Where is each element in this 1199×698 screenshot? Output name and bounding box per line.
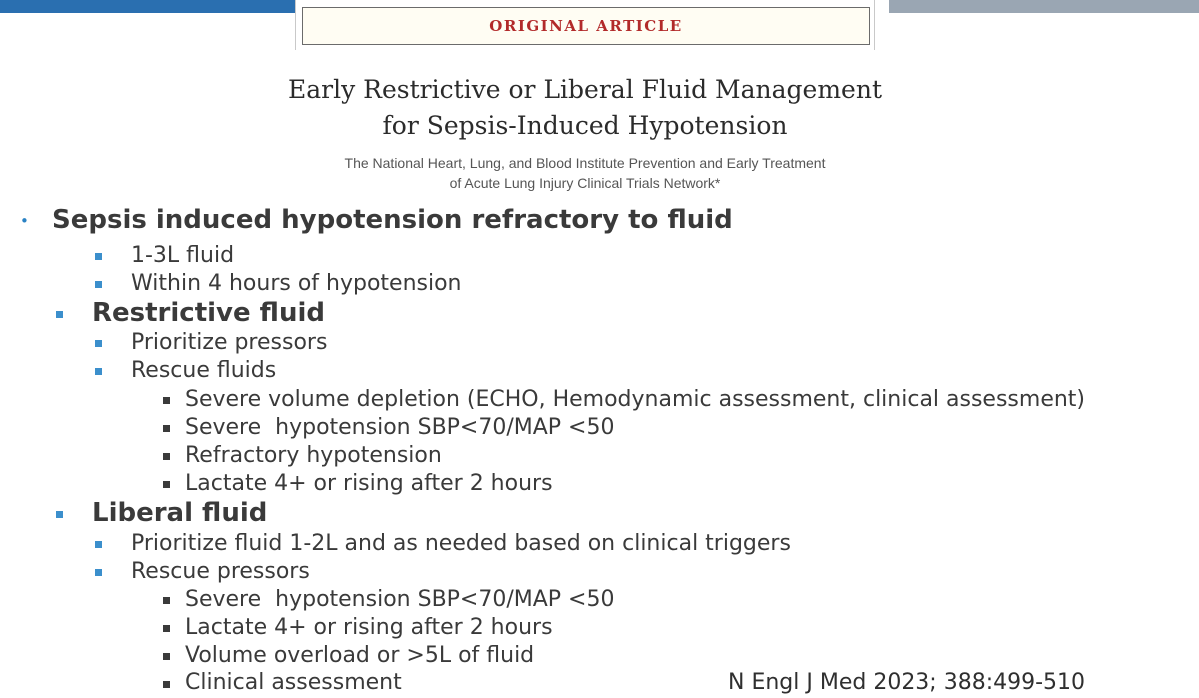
sub-bullet-icon xyxy=(163,453,170,460)
restrictive-heading: Restrictive fluid xyxy=(92,298,325,328)
main-heading: Sepsis induced hypotension refractory to fluid xyxy=(52,205,733,235)
article-type-banner xyxy=(302,7,870,45)
rescue-fluids-item: Refractory hypotension xyxy=(185,443,442,468)
article-title-line-1: Early Restrictive or Liberal Fluid Management xyxy=(287,75,882,104)
sub-bullet-icon xyxy=(163,681,170,688)
liberal-item: Rescue pressors xyxy=(131,559,310,584)
bullet-icon xyxy=(95,368,102,375)
rescue-pressors-item: Clinical assessment xyxy=(185,670,402,695)
article-authors xyxy=(250,153,920,193)
sub-bullet-icon xyxy=(163,481,170,488)
sub-bullet-icon xyxy=(163,625,170,632)
authors-line-2: of Acute Lung Injury Clinical Trials Network* xyxy=(449,175,721,191)
bullet-icon xyxy=(95,253,102,260)
heading-bullet: • xyxy=(20,212,29,230)
rescue-pressors-item: Lactate 4+ or rising after 2 hours xyxy=(185,615,553,640)
restrictive-item: Prioritize pressors xyxy=(131,330,328,355)
liberal-heading: Liberal fluid xyxy=(92,498,268,528)
restrictive-item: Rescue fluids xyxy=(131,358,277,383)
article-title-line-2: for Sepsis-Induced Hypotension xyxy=(382,111,788,140)
article-title xyxy=(250,72,920,144)
liberal-item: Prioritize fluid 1-2L and as needed based on clinical triggers xyxy=(131,531,791,556)
intro-item: 1-3L fluid xyxy=(131,243,235,268)
authors-line-1: The National Heart, Lung, and Blood Institute Prevention and Early Treatment xyxy=(344,155,826,171)
bullet-icon xyxy=(56,511,63,518)
sub-bullet-icon xyxy=(163,397,170,404)
bullet-icon xyxy=(95,541,102,548)
sub-bullet-icon xyxy=(163,597,170,604)
bullet-icon xyxy=(95,569,102,576)
bullet-icon xyxy=(56,311,63,318)
intro-item: Within 4 hours of hypotension xyxy=(131,271,462,296)
rescue-fluids-item: Lactate 4+ or rising after 2 hours xyxy=(185,471,553,496)
rescue-pressors-item: Volume overload or >5L of fluid xyxy=(185,643,535,668)
rescue-fluids-item: Severe hypotension SBP<70/MAP <50 xyxy=(185,415,615,440)
rescue-pressors-item: Severe hypotension SBP<70/MAP <50 xyxy=(185,587,615,612)
journal-citation: N Engl J Med 2023; 388:499-510 xyxy=(728,670,1086,695)
sub-bullet-icon xyxy=(163,653,170,660)
bullet-icon xyxy=(95,281,102,288)
top-accent-bar-left xyxy=(0,0,296,13)
rescue-fluids-item: Severe volume depletion (ECHO, Hemodynamic assessment, clinical assessment) xyxy=(185,387,1086,412)
article-type-label: ORIGINAL ARTICLE xyxy=(489,17,683,35)
bullet-icon xyxy=(95,340,102,347)
sub-bullet-icon xyxy=(163,425,170,432)
top-accent-bar-right xyxy=(889,0,1199,13)
